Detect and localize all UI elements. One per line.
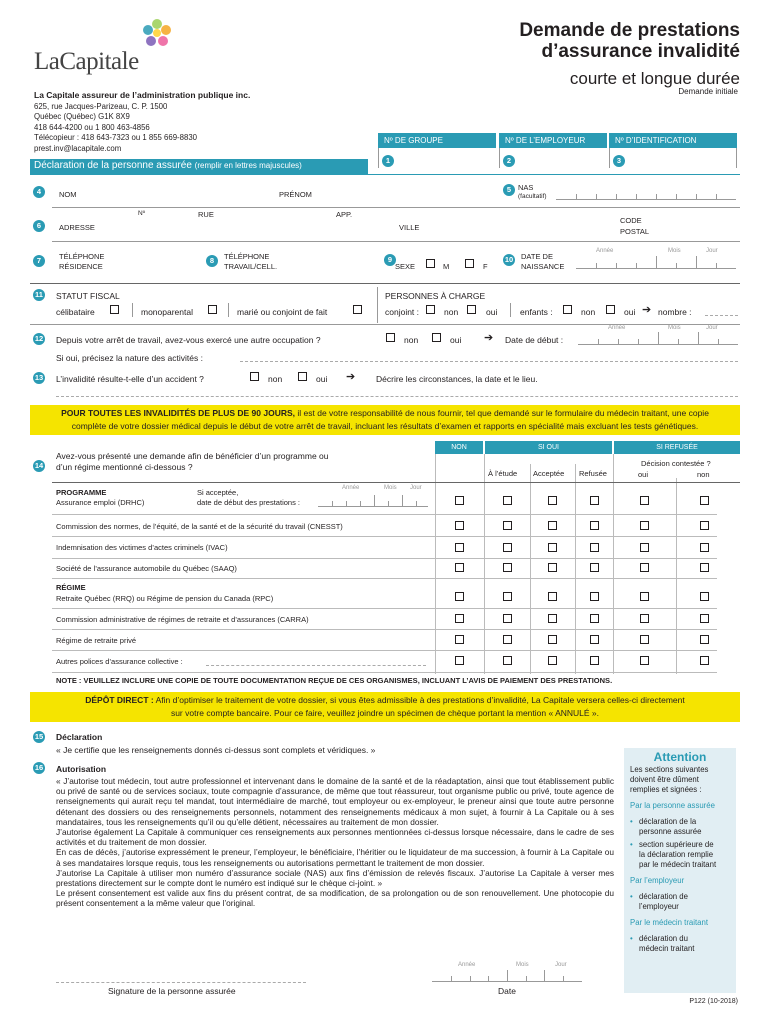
q16-paragraph-5: Le présent consentement est valide aux fins du présent contrat, de sa modification, de sa prolongation ou de son renouvellement. Une photocopie du présent consentement a la même valeur que l’original. (56, 888, 614, 909)
assurance-emploi-refusee-checkbox[interactable] (590, 496, 599, 505)
row-label-cnesst: Commission des normes, de l’équité, de la santé et de la sécurité du travail (CNESST) (56, 522, 343, 531)
nombre-field[interactable] (705, 315, 738, 316)
conjoint-oui-label: oui (486, 307, 498, 317)
employeur-field[interactable] (499, 148, 607, 168)
conjoint-non-label: non (444, 307, 459, 317)
ivac-acceptee-checkbox[interactable] (548, 543, 557, 552)
code-postal-label-1: CODE (620, 216, 642, 225)
monoparental-label: monoparental (141, 307, 193, 317)
q16-body (56, 776, 614, 909)
retraite-prive-non-checkbox[interactable] (455, 635, 464, 644)
attention-bullet-3b: l’employeur (639, 902, 679, 911)
naiss-annee-label: Année (596, 248, 614, 254)
adresse-label: ADRESSE (59, 223, 95, 232)
autres-contestee-non-checkbox[interactable] (700, 656, 709, 665)
attention-box: Attention Les sections suivantes doivent être dûment remplies et signées : Par la personne assurée • déclaration de la personne assurée • section supérieure de la déclaration remplie par le médecin traitant Par l’employeur • déclaration de l’employeur Par le médecin traitant • déclaration du médecin traitant (624, 748, 736, 993)
rrq-non-checkbox[interactable] (455, 592, 464, 601)
section-number-13: 13 (34, 373, 44, 382)
retraite-prive-contestee-non-checkbox[interactable] (700, 635, 709, 644)
date-debut-label: date de début des prestations : (197, 498, 300, 507)
col-non-header: NON (435, 441, 483, 454)
col-contestee-oui: oui (638, 470, 649, 479)
col-acceptee: Acceptée (533, 469, 565, 478)
company-name: La Capitale assureur de l’administration publique inc. (34, 90, 251, 100)
sig-jour-label: Jour (555, 962, 567, 968)
assurance-emploi-contestee-non-checkbox[interactable] (700, 496, 709, 505)
assurance-emploi-contestee-oui-checkbox[interactable] (640, 496, 649, 505)
ivac-a-etude-checkbox[interactable] (503, 543, 512, 552)
q12-non-label: non (404, 335, 419, 345)
saaq-contestee-non-checkbox[interactable] (700, 563, 709, 572)
rrq-contestee-oui-checkbox[interactable] (640, 592, 649, 601)
si-acceptee-label: Si acceptée, (197, 488, 239, 497)
rrq-refusee-checkbox[interactable] (590, 592, 599, 601)
declaration-title: Déclaration de la personne assurée (34, 160, 192, 171)
q13-text: L’invalidité résulte-t-elle d’un accident ? (56, 374, 204, 384)
q12-non-checkbox[interactable] (386, 333, 395, 342)
date-label: Date (498, 986, 516, 996)
cnesst-a-etude-checkbox[interactable] (503, 521, 512, 530)
arrow-icon: ➔ (346, 371, 356, 383)
q13-oui-label: oui (316, 374, 328, 384)
attention-intro-1: Les sections suivantes (630, 765, 709, 774)
address-email: prest.inv@lacapitale.com (34, 143, 122, 153)
tel-res-field[interactable] (120, 250, 198, 270)
signature-field[interactable] (56, 982, 306, 983)
sig-mois-label: Mois (516, 962, 529, 968)
app-label: APP. (336, 210, 353, 219)
section-number-8: 8 (206, 255, 218, 267)
conjoint-non-checkbox[interactable] (426, 305, 435, 314)
nas-label: NAS (518, 183, 534, 192)
attention-heading-1: Par la personne assurée (630, 801, 715, 810)
regime-label: RÉGIME (56, 583, 86, 592)
attention-bullet-4b: médecin traitant (639, 944, 695, 953)
autres-non-checkbox[interactable] (455, 656, 464, 665)
arrow-icon: ➔ (642, 304, 652, 316)
ivac-refusee-checkbox[interactable] (590, 543, 599, 552)
section-number-5: 5 (503, 184, 515, 196)
q12-annee-label: Année (608, 325, 626, 331)
enfants-non-label: non (581, 307, 596, 317)
arrow-icon: ➔ (484, 332, 494, 344)
ivac-non-checkbox[interactable] (455, 543, 464, 552)
section-number-14: 14 (34, 461, 44, 470)
page-title-line1: Demande de prestations (519, 20, 740, 41)
attention-bullet-1b: personne assurée (639, 827, 702, 836)
rrq-contestee-non-checkbox[interactable] (700, 592, 709, 601)
q12-date-field[interactable] (578, 333, 738, 345)
saaq-non-checkbox[interactable] (455, 563, 464, 572)
attention-bullet-2c: par le médecin traitant (639, 860, 717, 869)
carra-contestee-non-checkbox[interactable] (700, 614, 709, 623)
naiss-jour-label: Jour (706, 248, 718, 254)
row-label-retraite-prive: Régime de retraite privé (56, 636, 137, 645)
attention-bullet-3a: déclaration de (639, 892, 688, 901)
nom-label: NOM (59, 190, 77, 199)
q15-title: Déclaration (56, 732, 103, 742)
programme-label: PROGRAMME (56, 488, 107, 497)
signature-date-field[interactable] (432, 971, 582, 982)
q13-non-checkbox[interactable] (250, 372, 259, 381)
row-label-saaq: Société de l’assurance automobile du Québec (SAAQ) (56, 564, 237, 573)
saaq-acceptee-checkbox[interactable] (548, 563, 557, 572)
attention-intro-2: doivent être dûment (630, 775, 699, 784)
tel-res-label-1: TÉLÉPHONE (59, 252, 105, 261)
section-number-6: 6 (33, 220, 45, 232)
retraite-prive-refusee-checkbox[interactable] (590, 635, 599, 644)
assurance-emploi-a-etude-checkbox[interactable] (503, 496, 512, 505)
row-label-ivac: Indemnisation des victimes d’actes criminels (IVAC) (56, 543, 228, 552)
address-street: 625, rue Jacques-Parizeau, C. P. 1500 (34, 101, 168, 111)
sexe-m-checkbox[interactable] (426, 259, 435, 268)
date-naiss-label-2: NAISSANCE (521, 262, 565, 271)
col-sioui-header: SI OUI (485, 441, 612, 454)
prog-annee-label: Année (342, 485, 360, 491)
conjoint-label: conjoint : (385, 307, 420, 317)
attention-heading-3: Par le médecin traitant (630, 918, 709, 927)
col-contestee-non: non (697, 470, 710, 479)
sexe-m-label: M (443, 262, 450, 271)
q16-title: Autorisation (56, 764, 107, 774)
prog-mois-label: Mois (384, 485, 397, 491)
retraite-prive-acceptee-checkbox[interactable] (548, 635, 557, 644)
q12-text: Depuis votre arrêt de travail, avez-vous exercé une autre occupation ? (56, 335, 321, 345)
q13-non-label: non (268, 374, 283, 384)
conjoint-oui-checkbox[interactable] (467, 305, 476, 314)
logo-text: LaCapitale (34, 48, 139, 75)
attention-heading-2: Par l’employeur (630, 876, 685, 885)
q12-oui-label: oui (450, 335, 462, 345)
section-number-9: 9 (384, 254, 396, 266)
q12-debut-label: Date de début : (505, 335, 564, 345)
signature-label: Signature de la personne assurée (108, 986, 236, 996)
ville-label: VILLE (399, 223, 420, 232)
depot-text-1: Afin d’optimiser le traitement de votre dossier, si vous êtes admissible à des prestations d’invalidité, La Capitale versera celles-ci directement (153, 695, 685, 705)
carra-a-etude-checkbox[interactable] (503, 614, 512, 623)
autres-contestee-oui-checkbox[interactable] (640, 656, 649, 665)
ivac-contestee-non-checkbox[interactable] (700, 543, 709, 552)
col-sirefusee-header: SI REFUSÉE (614, 441, 740, 454)
nas-optional-label: (facultatif) (518, 193, 547, 200)
enfants-oui-label: oui (624, 307, 636, 317)
warning-bold: POUR TOUTES LES INVALIDITÉS DE PLUS DE 90 JOURS, (61, 408, 296, 418)
warning-banner (30, 405, 740, 435)
q16-paragraph-4: J’autorise La Capitale à utiliser mon numéro d’assurance sociale (NAS) aux fins d’émission de relevés fiscaux. J’autorise La Capitale à verser mes prestations directement sur le compte dont le numéro est indiqué sur le chèque ci-joint. » (56, 867, 614, 889)
section-number-4: 4 (33, 186, 45, 198)
logo (34, 18, 174, 78)
q14-text-2: d’un régime mentionné ci-dessous ? (56, 462, 193, 472)
section-number-3: 3 (613, 155, 625, 167)
retraite-prive-contestee-oui-checkbox[interactable] (640, 635, 649, 644)
q12-oui-checkbox[interactable] (432, 333, 441, 342)
adresse-field[interactable] (120, 218, 390, 238)
employeur-header: Nº DE L’EMPLOYEUR (499, 133, 607, 148)
col-a-etude: À l’étude (488, 469, 518, 478)
enfants-oui-checkbox[interactable] (606, 305, 615, 314)
tel-trav-label-2: TRAVAIL/CELL. (224, 262, 278, 271)
q12-jour-label: Jour (706, 325, 718, 331)
autres-acceptee-checkbox[interactable] (548, 656, 557, 665)
groupe-field[interactable] (378, 148, 496, 168)
section-number-7: 7 (33, 255, 45, 267)
address-block (34, 90, 250, 154)
cnesst-contestee-non-checkbox[interactable] (700, 521, 709, 530)
marie-checkbox[interactable] (353, 305, 362, 314)
warning-text-1: il est de votre responsabilité de nous fournir, tel que demandé sur le formulaire du médecin traitant, une copie (295, 408, 709, 418)
q16-paragraph-1: « J’autorise tout médecin, tout autre professionnel et intervenant dans le domaine de la santé et de la réadaptation, ainsi que tout établissement public ou privé de santé ou de services sociaux, toute compagnie d’assurance, de même que tout réassureur, tout organisme public ou privé, toute agence de renseignements qui aurait reçu tel mandat, tout intermédiaire de marché, tout employeur ou ex-employeur, le preneur ainsi que toute autre personne détenant des dossiers ou des renseignements personnels, notamment des renseignements médicaux à mon sujet, à fournir à La Capitale ou à ses mandataires, tous les renseignements qu’il ou qu’elle détient, nécessaires au traitement de mon dossier. (56, 776, 614, 827)
form-code: P122 (10-2018) (689, 998, 738, 1005)
enfants-label: enfants : (520, 307, 553, 317)
page-subtitle: courte et longue durée (569, 69, 740, 88)
carra-contestee-oui-checkbox[interactable] (640, 614, 649, 623)
carra-non-checkbox[interactable] (455, 614, 464, 623)
declaration-bar (30, 159, 368, 174)
assurance-emploi-acceptee-checkbox[interactable] (548, 496, 557, 505)
cnesst-non-checkbox[interactable] (455, 521, 464, 530)
demande-initiale-label: Demande initiale (678, 87, 738, 96)
ville-field[interactable] (430, 218, 610, 238)
attention-title: Attention (653, 750, 707, 764)
sexe-f-label: F (483, 262, 488, 271)
row-label-rrq: Retraite Québec (RRQ) ou Régime de pension du Canada (RPC) (56, 594, 274, 603)
attention-bullet-2a: section supérieure de (639, 840, 714, 849)
naiss-mois-label: Mois (668, 248, 681, 254)
section-number-12: 12 (34, 334, 44, 343)
cnesst-refusee-checkbox[interactable] (590, 521, 599, 530)
section-number-10: 10 (504, 255, 514, 264)
date-naissance-field[interactable] (576, 257, 736, 269)
section-number-15: 15 (34, 732, 44, 741)
prog-jour-label: Jour (410, 485, 422, 491)
col-contestee: Décision contestée ? (641, 459, 711, 468)
date-naiss-label-1: DATE DE (521, 252, 553, 261)
logo-flower-icon (142, 18, 172, 50)
autres-polices-field[interactable] (206, 665, 426, 666)
celibataire-checkbox[interactable] (110, 305, 119, 314)
identification-header: Nº D’IDENTIFICATION (609, 133, 737, 148)
assurance-emploi-non-checkbox[interactable] (455, 496, 464, 505)
assurance-emploi-label: Assurance emploi (DRHC) (56, 498, 145, 507)
saaq-refusee-checkbox[interactable] (590, 563, 599, 572)
q12-mois-label: Mois (668, 325, 681, 331)
cnesst-contestee-oui-checkbox[interactable] (640, 521, 649, 530)
rrq-a-etude-checkbox[interactable] (503, 592, 512, 601)
sexe-label: SEXE (395, 262, 416, 271)
carra-acceptee-checkbox[interactable] (548, 614, 557, 623)
enfants-non-checkbox[interactable] (563, 305, 572, 314)
section-number-2: 2 (503, 155, 515, 167)
ivac-contestee-oui-checkbox[interactable] (640, 543, 649, 552)
address-city: Québec (Québec) G1K 8X9 (34, 112, 130, 121)
attention-bullet-1a: déclaration de la (639, 817, 697, 826)
autres-refusee-checkbox[interactable] (590, 656, 599, 665)
address-fax: Télécopieur : 418 643-7323 ou 1 855 669-8830 (34, 133, 197, 142)
q12-precisez-label: Si oui, précisez la nature des activités : (56, 353, 203, 363)
page-title-line2: d’assurance invalidité (541, 41, 740, 62)
statut-fiscal-title: STATUT FISCAL (56, 291, 120, 301)
depot-direct-banner (30, 692, 740, 722)
rrq-acceptee-checkbox[interactable] (548, 592, 557, 601)
personnes-charge-title: PERSONNES À CHARGE (385, 291, 486, 301)
note-text: NOTE : VEUILLEZ INCLURE UNE COPIE DE TOUTE DOCUMENTATION REÇUE DE CES ORGANISMES, INCLUANT L’AVIS DE PAIEMENT DES PRESTATIONS. (56, 676, 613, 685)
tel-res-label-2: RÉSIDENCE (59, 262, 103, 271)
identification-field[interactable] (609, 148, 737, 168)
prenom-label: PRÉNOM (279, 190, 312, 199)
attention-intro-3: remplies et signées : (630, 785, 702, 794)
celibataire-label: célibataire (56, 307, 95, 317)
q14-text-1: Avez-vous présenté une demande afin de bénéficier d’un programme ou (56, 451, 329, 461)
prog-date-field[interactable] (318, 496, 428, 507)
depot-bold: DÉPÔT DIRECT : (85, 695, 154, 705)
sexe-f-checkbox[interactable] (465, 259, 474, 268)
monoparental-checkbox[interactable] (208, 305, 217, 314)
nom-field[interactable] (52, 184, 492, 206)
q12-activites-field[interactable] (240, 361, 738, 362)
sig-annee-label: Année (458, 962, 476, 968)
saaq-contestee-oui-checkbox[interactable] (640, 563, 649, 572)
cnesst-acceptee-checkbox[interactable] (548, 521, 557, 530)
q13-oui-checkbox[interactable] (298, 372, 307, 381)
col-refusee: Refusée (579, 469, 607, 478)
warning-text-2: complète de votre dossier médical depuis le début de votre arrêt de travail, incluant les résultats d’examen et rapports en spécialité mais excluant les tests génétiques. (71, 421, 699, 431)
q13-circonstances-field[interactable] (56, 396, 738, 397)
tel-trav-label-1: TÉLÉPHONE (224, 252, 270, 261)
q16-paragraph-3: En cas de décès, j’autorise expressément le preneur, l’employeur, le bénéficiaire, l’héritier ou le liquidateur de ma succession, à fournir à La Capitale ou à ses mandataires lorsque requis, tous les renseignements ou autorisations permettant le traitement de mon dossier. (56, 847, 614, 868)
nas-field[interactable] (556, 186, 736, 200)
row-label-autres: Autres polices d’assurance collective : (56, 657, 183, 666)
q15-text: « Je certifie que les renseignements donnés ci-dessus sont complets et véridiques. » (56, 745, 376, 755)
saaq-a-etude-checkbox[interactable] (503, 563, 512, 572)
attention-bullet-2b: la déclaration remplie (639, 850, 714, 859)
nombre-label: nombre : (658, 307, 692, 317)
attention-bullet-4a: déclaration du (639, 934, 688, 943)
no-label: Nº (138, 210, 146, 217)
q16-paragraph-2: J’autorise également La Capitale à communiquer ces renseignements aux personnes mentionnées ci-dessus lorsque nécessaire, dans le cadre de ses activités et du traitement de mon dossier. (56, 827, 614, 848)
declaration-hint: (remplir en lettres majuscules) (194, 161, 302, 170)
groupe-header: Nº DE GROUPE (378, 133, 496, 148)
section-number-11: 11 (33, 289, 45, 301)
code-postal-label-2: POSTAL (620, 227, 650, 236)
section-number-1: 1 (382, 155, 394, 167)
q13-decrire-label: Décrire les circonstances, la date et le lieu. (376, 374, 538, 384)
depot-text-2: sur votre compte bancaire. Pour ce faire, veuillez joindre un spécimen de chèque portant la mention « ANNULÉ ». (170, 708, 600, 718)
marie-label: marié ou conjoint de fait (237, 307, 328, 317)
address-phone: 418 644-4200 ou 1 800 463-4856 (34, 122, 150, 132)
carra-refusee-checkbox[interactable] (590, 614, 599, 623)
section-number-16: 16 (34, 763, 44, 772)
rue-label: RUE (198, 210, 214, 219)
tel-trav-field[interactable] (285, 250, 380, 270)
autres-a-etude-checkbox[interactable] (503, 656, 512, 665)
retraite-prive-a-etude-checkbox[interactable] (503, 635, 512, 644)
row-label-carra: Commission administrative de régimes de retraite et d’assurances (CARRA) (56, 615, 309, 624)
